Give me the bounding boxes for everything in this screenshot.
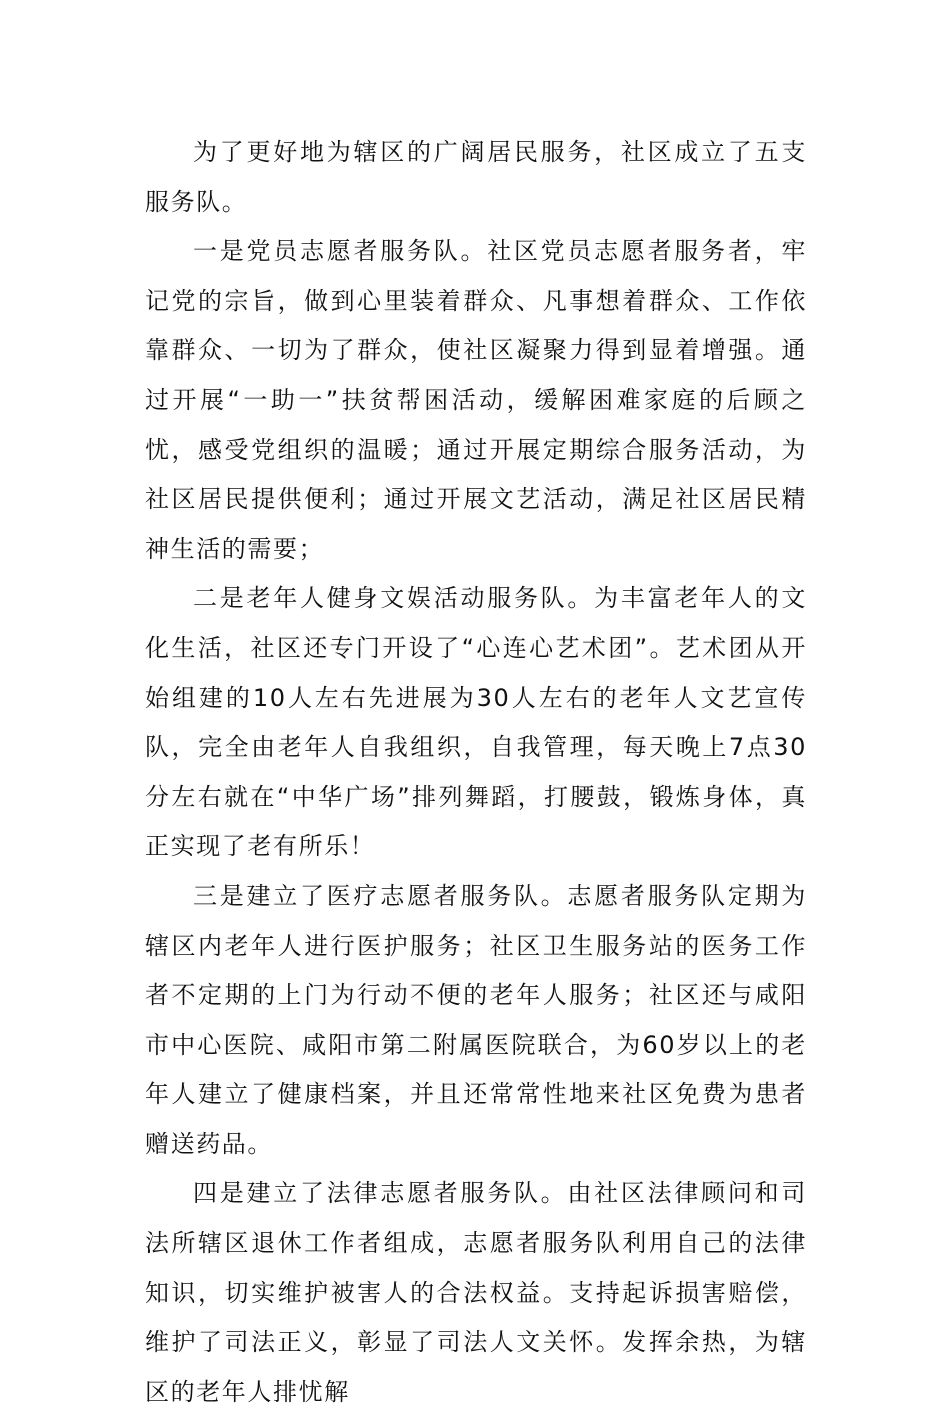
paragraph-party-volunteers: 一是党员志愿者服务队。社区党员志愿者服务者，牢记党的宗旨，做到心里装着群众、凡事想着群众、工作依靠群众、一切为了群众，使社区凝聚力得到显着增强。通过开展“一助一”扶贫帮困活动，缓解困难家庭的后顾之忧，感受党组织的温暖；通过开展定期综合服务活动，为社区居民提供便利；通过开展文艺活动，满足社区居民精神生活的需要； [145, 237, 807, 563]
paragraph-medical-volunteers: 三是建立了医疗志愿者服务队。志愿者服务队定期为辖区内老年人进行医护服务；社区卫生服务站的医务工作者不定期的上门为行动不便的老年人服务；社区还与咸阳市中心医院、咸阳市第二附属医院联合，为60岁以上的老年人建立了健康档案，并且还常常性地来社区免费为患者赠送药品。 [145, 881, 807, 1158]
paragraph-elderly-fitness: 二是老年人健身文娱活动服务队。为丰富老年人的文化生活，社区还专门开设了“心连心艺术团”。艺术团从开始组建的10人左右先进展为30人左右的老年人文艺宣传队，完全由老年人自我组织，自我管理，每天晚上7点30分左右就在“中华广场”排列舞蹈，打腰鼓，锻炼身体，真正实现了老有所乐！ [145, 584, 807, 861]
document-body [145, 128, 807, 1417]
paragraph-intro: 为了更好地为辖区的广阔居民服务，社区成立了五支服务队。 [145, 138, 807, 216]
paragraph-legal-volunteers: 四是建立了法律志愿者服务队。由社区法律顾问和司法所辖区退休工作者组成，志愿者服务队利用自己的法律知识，切实维护被害人的合法权益。支持起诉损害赔偿，维护了司法正义，彰显了司法人文关怀。发挥余热，为辖区的老年人排忧解 [145, 1179, 807, 1406]
